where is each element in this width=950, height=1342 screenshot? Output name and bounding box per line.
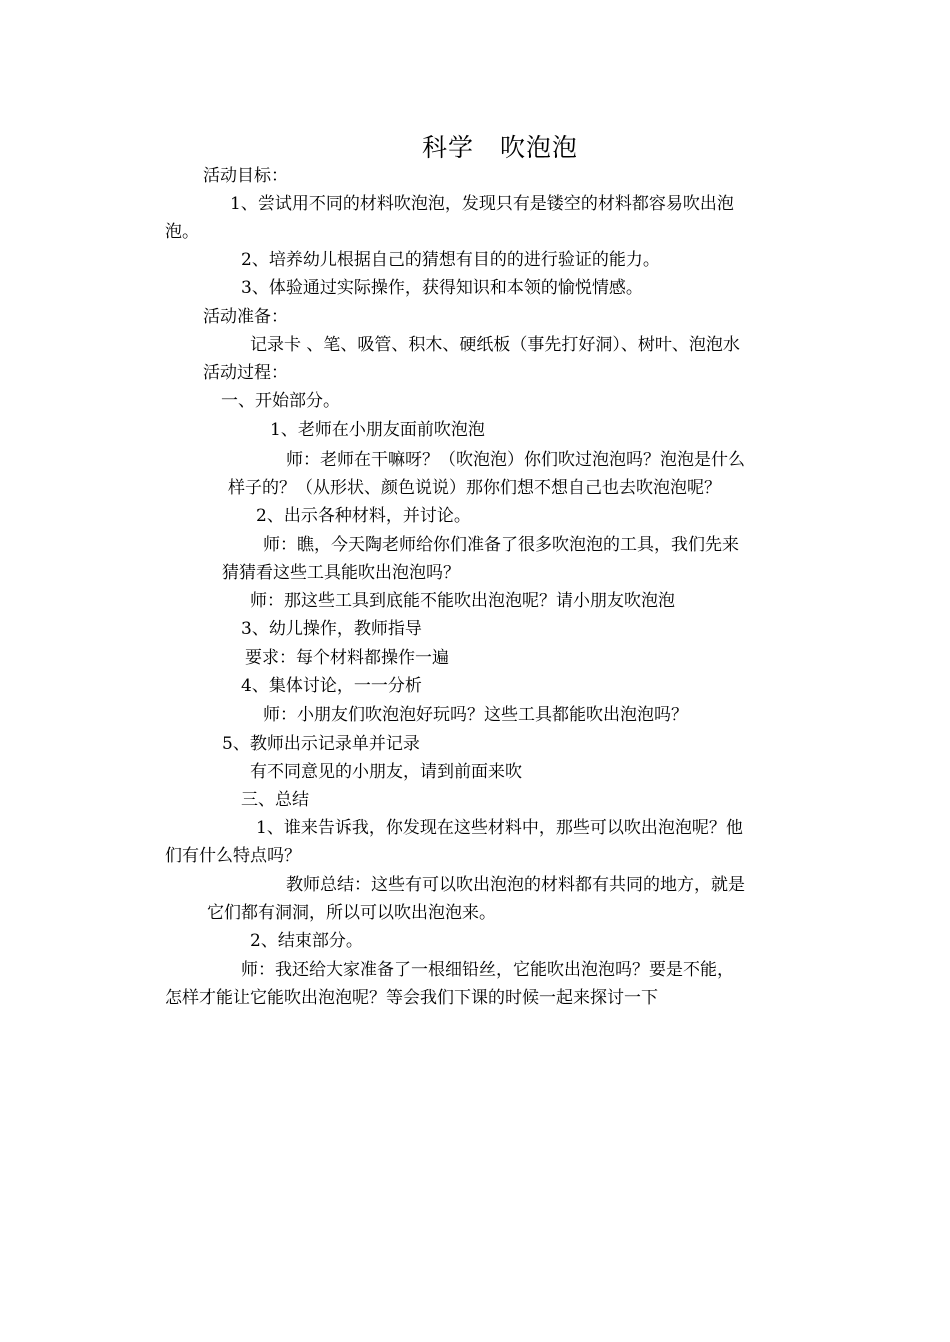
prep-items: 记录卡 、笔、吸管、积木、硬纸板（事先打好洞）、树叶、泡泡水 [250, 335, 740, 355]
process-step-4: 4、集体讨论，一一分析 [241, 676, 422, 696]
process-step-1: 1、老师在小朋友面前吹泡泡 [270, 420, 485, 440]
process-step-5: 5、教师出示记录单并记录 [222, 734, 420, 754]
step-2-teacher-line-1: 师：瞧，今天陶老师给你们准备了很多吹泡泡的工具，我们先来 [263, 535, 739, 555]
summary-teacher-line-1: 教师总结：这些有可以吹出泡泡的材料都有共同的地方，就是 [286, 875, 745, 895]
goal-item-1: 1、尝试用不同的材料吹泡泡，发现只有是镂空的材料都容易吹出泡 [230, 194, 734, 214]
step-2-teacher-line-2: 猜猜看这些工具能吹出泡泡吗？ [222, 563, 460, 583]
closing-teacher-line-1: 师：我还给大家准备了一根细铅丝，它能吹出泡泡吗？要是不能， [241, 960, 734, 980]
step-3-requirement: 要求：每个材料都操作一遍 [245, 648, 449, 668]
closing-teacher-line-2: 怎样才能让它能吹出泡泡呢？等会我们下课的时候一起来探讨一下 [165, 988, 658, 1008]
process-part-3: 三、总结 [241, 790, 309, 810]
process-step-3: 3、幼儿操作，教师指导 [241, 619, 422, 639]
summary-item-2: 2、结束部分。 [250, 931, 363, 951]
summary-item-1-cont: 们有什么特点吗？ [165, 846, 301, 866]
goals-heading: 活动目标： [203, 166, 288, 186]
step-2-teacher-line-3: 师：那这些工具到底能不能吹出泡泡呢？请小朋友吹泡泡 [250, 591, 675, 611]
process-heading: 活动过程： [203, 363, 288, 383]
step-1-teacher-line-1: 师：老师在干嘛呀？（吹泡泡）你们吹过泡泡吗？泡泡是什么 [286, 450, 745, 470]
goal-item-1-cont: 泡。 [165, 222, 199, 242]
prep-heading: 活动准备： [203, 307, 288, 327]
step-5-note: 有不同意见的小朋友，请到前面来吹 [250, 762, 522, 782]
process-step-2: 2、出示各种材料，并讨论。 [256, 506, 471, 526]
summary-teacher-line-2: 它们都有洞洞，所以可以吹出泡泡来。 [207, 903, 496, 923]
summary-item-1: 1、谁来告诉我，你发现在这些材料中，那些可以吹出泡泡呢？他 [256, 818, 743, 838]
goal-item-2: 2、培养幼儿根据自己的猜想有目的的进行验证的能力。 [241, 250, 660, 270]
step-1-teacher-line-2: 样子的？（从形状、颜色说说）那你们想不想自己也去吹泡泡呢？ [228, 478, 721, 498]
step-4-teacher: 师：小朋友们吹泡泡好玩吗？这些工具都能吹出泡泡吗？ [263, 705, 688, 725]
goal-item-3: 3、体验通过实际操作，获得知识和本领的愉悦情感。 [241, 278, 643, 298]
process-part-1: 一、开始部分。 [221, 391, 340, 411]
document-title: 科学 吹泡泡 [421, 133, 578, 162]
